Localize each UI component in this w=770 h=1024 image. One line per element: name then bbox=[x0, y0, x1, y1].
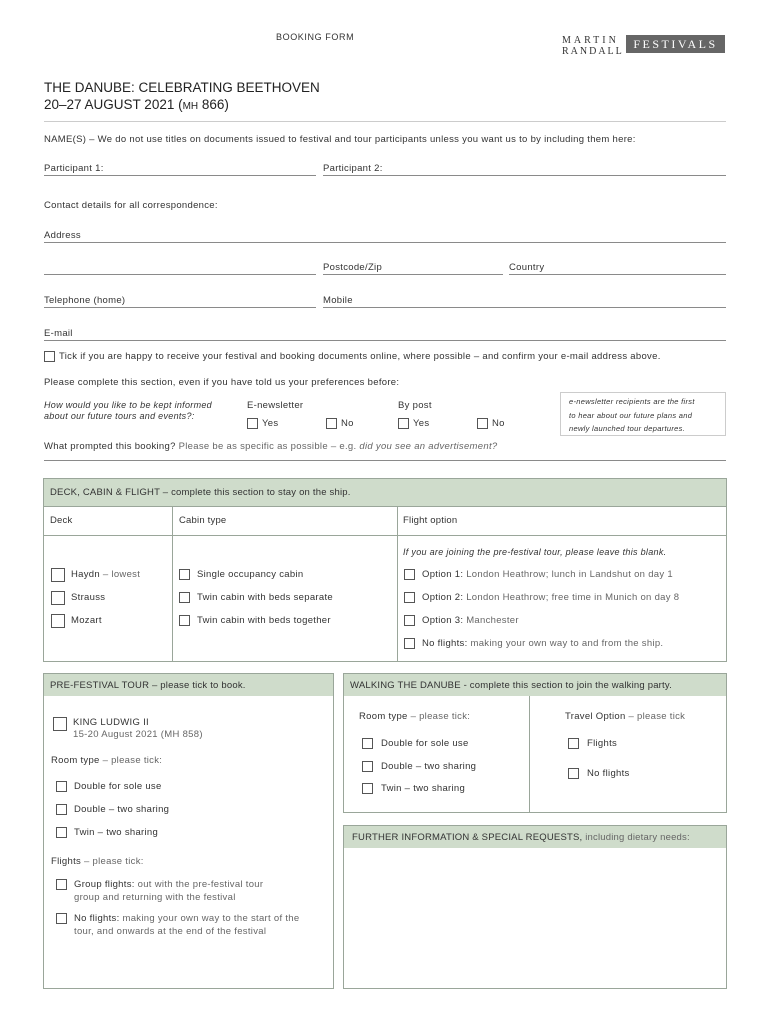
address-field-2[interactable] bbox=[44, 274, 316, 275]
walking-noflights-checkbox[interactable] bbox=[568, 768, 579, 779]
further-header: FURTHER INFORMATION & SPECIAL REQUESTS, including dietary needs: bbox=[352, 832, 690, 843]
further-section[interactable] bbox=[343, 825, 727, 989]
names-intro: NAME(S) – We do not use titles on documents issued to festival and tour participants unless you want us to by including them here: bbox=[44, 134, 636, 145]
enews-no-checkbox[interactable] bbox=[326, 418, 337, 429]
logo-festivals: FESTIVALS bbox=[626, 35, 725, 53]
flight-none-checkbox[interactable] bbox=[404, 638, 415, 649]
walking-travel-label: Travel Option – please tick bbox=[565, 711, 686, 722]
pretour-room2-checkbox[interactable] bbox=[56, 804, 67, 815]
pretour-book-checkbox[interactable] bbox=[53, 717, 67, 731]
pretour-room1-label: Double for sole use bbox=[74, 781, 162, 792]
prefs-question-2: about our future tours and events?: bbox=[44, 411, 195, 421]
participant1-label: Participant 1: bbox=[44, 163, 104, 174]
walking-room2-label: Double – two sharing bbox=[381, 761, 477, 772]
enews-label: E-newsletter bbox=[247, 400, 304, 411]
pretour-group-flights-label: Group flights: out with the pre-festival tour bbox=[74, 879, 264, 890]
flight-opt2-label: Option 2: London Heathrow; free time in Munich on day 8 bbox=[422, 592, 680, 603]
flight-opt3-label: Option 3: Manchester bbox=[422, 615, 519, 626]
address-field[interactable] bbox=[44, 242, 726, 243]
walking-flights-label: Flights bbox=[587, 738, 618, 749]
country-label: Country bbox=[509, 262, 545, 273]
telephone-field[interactable] bbox=[44, 307, 316, 308]
pretour-header: PRE-FESTIVAL TOUR – please tick to book. bbox=[50, 680, 246, 691]
flight-opt3-checkbox[interactable] bbox=[404, 615, 415, 626]
bypost-no-label: No bbox=[492, 418, 505, 429]
cabin-single-label: Single occupancy cabin bbox=[197, 569, 304, 580]
walking-room-label: Room type – please tick: bbox=[359, 711, 471, 722]
deck-strauss-label: Strauss bbox=[71, 592, 106, 603]
bypost-yes-checkbox[interactable] bbox=[398, 418, 409, 429]
enews-note-box: e-newsletter recipients are the first to hear about our future plans and newly launched tour departures. bbox=[560, 392, 726, 436]
country-field[interactable] bbox=[509, 274, 726, 275]
postcode-label: Postcode/Zip bbox=[323, 262, 383, 273]
logo-randall: RANDALL bbox=[562, 46, 624, 57]
participant2-field[interactable] bbox=[323, 175, 726, 176]
walking-room2-checkbox[interactable] bbox=[362, 761, 373, 772]
pretour-no-flights-checkbox[interactable] bbox=[56, 913, 67, 924]
mobile-label: Mobile bbox=[323, 295, 353, 306]
cabin-twin-together-label: Twin cabin with beds together bbox=[197, 615, 331, 626]
deck-mozart-label: Mozart bbox=[71, 615, 102, 626]
online-docs-label: Tick if you are happy to receive your festival and booking documents online, where possible – and confirm your e-mail address above. bbox=[59, 351, 661, 362]
walking-room1-label: Double for sole use bbox=[381, 738, 469, 749]
address-label: Address bbox=[44, 230, 81, 241]
enews-yes-checkbox[interactable] bbox=[247, 418, 258, 429]
page-subtitle: 20–27 AUGUST 2021 (MH 866) bbox=[44, 97, 229, 112]
col-cabin: Cabin type bbox=[179, 515, 227, 526]
col-deck: Deck bbox=[50, 515, 73, 526]
flight-none-label: No flights: making your own way to and from the ship. bbox=[422, 638, 664, 649]
online-docs-checkbox[interactable] bbox=[44, 351, 55, 362]
pretour-room3-checkbox[interactable] bbox=[56, 827, 67, 838]
pretour-dates: 15-20 August 2021 (MH 858) bbox=[73, 729, 203, 740]
pretour-room3-label: Twin – two sharing bbox=[74, 827, 159, 838]
prefs-question-1: How would you like to be kept informed bbox=[44, 400, 212, 410]
prompted-field[interactable] bbox=[44, 460, 726, 461]
walking-room3-label: Twin – two sharing bbox=[381, 783, 466, 794]
bypost-no-checkbox[interactable] bbox=[477, 418, 488, 429]
walking-flights-checkbox[interactable] bbox=[568, 738, 579, 749]
pretour-room1-checkbox[interactable] bbox=[56, 781, 67, 792]
walking-noflights-label: No flights bbox=[587, 768, 630, 779]
deck-haydn-checkbox[interactable] bbox=[51, 568, 65, 582]
deck-header: DECK, CABIN & FLIGHT – complete this section to stay on the ship. bbox=[50, 487, 351, 498]
pretour-no-flights-text: tour, and onwards at the end of the festival bbox=[74, 926, 267, 937]
pretour-flights-label: Flights – please tick: bbox=[51, 856, 144, 867]
deck-strauss-checkbox[interactable] bbox=[51, 591, 65, 605]
deck-mozart-checkbox[interactable] bbox=[51, 614, 65, 628]
email-label: E-mail bbox=[44, 328, 73, 339]
bypost-label: By post bbox=[398, 400, 432, 411]
prompted-question: What prompted this booking? Please be as specific as possible – e.g. did you see an advertisement? bbox=[44, 441, 498, 452]
email-field[interactable] bbox=[44, 340, 726, 341]
prefs-heading: Please complete this section, even if you have told us your preferences before: bbox=[44, 377, 400, 388]
telephone-label: Telephone (home) bbox=[44, 295, 126, 306]
contact-heading: Contact details for all correspondence: bbox=[44, 200, 218, 211]
pretour-group-flights-checkbox[interactable] bbox=[56, 879, 67, 890]
walking-room3-checkbox[interactable] bbox=[362, 783, 373, 794]
pretour-room-label: Room type – please tick: bbox=[51, 755, 163, 766]
pretour-name: KING LUDWIG II bbox=[73, 717, 149, 728]
flight-note: If you are joining the pre-festival tour, please leave this blank. bbox=[403, 547, 667, 557]
flight-opt1-label: Option 1: London Heathrow; lunch in Landshut on day 1 bbox=[422, 569, 673, 580]
flight-opt2-checkbox[interactable] bbox=[404, 592, 415, 603]
pretour-no-flights-label: No flights: making your own way to the start of the bbox=[74, 913, 300, 924]
deck-haydn-label: Haydn – lowest bbox=[71, 569, 141, 580]
enews-no-label: No bbox=[341, 418, 354, 429]
cabin-twin-together-checkbox[interactable] bbox=[179, 615, 190, 626]
form-label: BOOKING FORM bbox=[276, 32, 355, 42]
bypost-yes-label: Yes bbox=[413, 418, 430, 429]
pretour-group-flights-text: group and returning with the festival bbox=[74, 892, 236, 903]
flight-opt1-checkbox[interactable] bbox=[404, 569, 415, 580]
participant2-label: Participant 2: bbox=[323, 163, 383, 174]
page-title: THE DANUBE: CELEBRATING BEETHOVEN bbox=[44, 80, 320, 95]
cabin-single-checkbox[interactable] bbox=[179, 569, 190, 580]
postcode-field[interactable] bbox=[323, 274, 503, 275]
pretour-room2-label: Double – two sharing bbox=[74, 804, 170, 815]
cabin-twin-separate-label: Twin cabin with beds separate bbox=[197, 592, 333, 603]
mobile-field[interactable] bbox=[323, 307, 726, 308]
cabin-twin-separate-checkbox[interactable] bbox=[179, 592, 190, 603]
walking-room1-checkbox[interactable] bbox=[362, 738, 373, 749]
participant1-field[interactable] bbox=[44, 175, 316, 176]
col-flight: Flight option bbox=[403, 515, 458, 526]
logo-martin: MARTIN bbox=[562, 35, 619, 46]
enews-yes-label: Yes bbox=[262, 418, 279, 429]
walking-header: WALKING THE DANUBE - complete this section to join the walking party. bbox=[350, 680, 672, 691]
